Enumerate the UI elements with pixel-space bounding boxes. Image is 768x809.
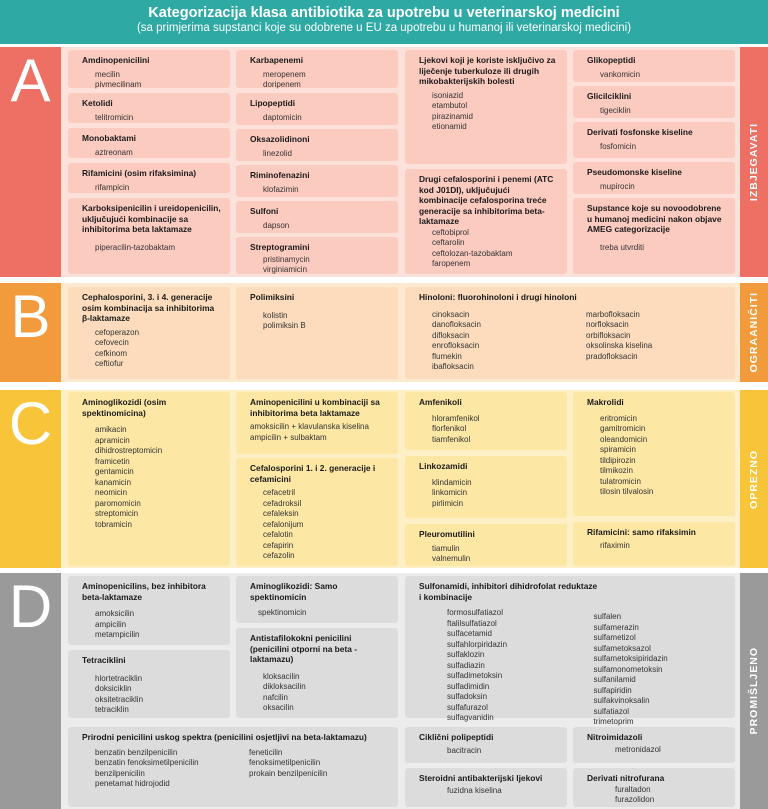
substance-name: oksitetraciklin <box>95 694 144 704</box>
class-heading: Supstance koje su novoodobrene u humanoj medicini nakon objave AMEG categorizacije <box>587 203 722 234</box>
substance-name: dikloksacilin <box>263 682 306 691</box>
substance-name: doripenem <box>263 80 301 89</box>
substance-name: oleandomicin <box>600 434 648 444</box>
substance-name: aztreonam <box>95 147 133 157</box>
class-heading: Cephalosporini, 3. i 4. generacije osim kombinacija sa inhibitorima β-laktamaze <box>82 292 215 323</box>
substance-name: klofazimin <box>263 184 299 194</box>
class-heading: Ljekovi koji je koriste isključivo za liječenje tuberkuloze ili drugih mikobakterijskih bolesti <box>419 55 556 86</box>
substance-name: furazolidon <box>615 795 655 804</box>
class-items <box>236 748 390 790</box>
substance-name: sulfacetamid <box>447 629 492 638</box>
class-heading: Riminofenazini <box>250 170 310 180</box>
substance-name: pivmecilinam <box>95 80 142 89</box>
class-box <box>236 237 398 274</box>
substance-name: nafcilin <box>263 692 288 702</box>
category-d-band <box>0 573 768 809</box>
class-items <box>250 255 390 276</box>
class-items <box>82 674 222 716</box>
substance-name: oksolinska kiselina <box>586 341 653 350</box>
substance-name: isoniazid <box>432 90 464 100</box>
substance-name: ftalilsulfatiazol <box>447 618 497 628</box>
class-heading: Derivati fosfonske kiseline <box>587 127 693 137</box>
substance-name: florfenikol <box>432 424 467 433</box>
class-items <box>82 148 222 159</box>
class-box <box>405 768 567 807</box>
class-box <box>68 128 230 158</box>
substance-name: cefacetril <box>263 488 296 497</box>
substance-name: penetamat hidrojodid <box>95 779 170 788</box>
class-box <box>236 392 398 454</box>
class-heading: Amdinopenicilini <box>82 55 150 65</box>
class-items <box>419 310 573 373</box>
class-items <box>419 746 559 757</box>
class-heading: Linkozamidi <box>419 461 468 471</box>
category-a-band <box>0 47 768 277</box>
class-items <box>82 183 222 194</box>
class-items <box>587 785 727 806</box>
substance-name: mecilin <box>95 69 120 79</box>
substance-name: polimiksin B <box>263 321 306 330</box>
class-heading: Aminoglikozidi (osim spektinomicina) <box>82 397 167 418</box>
substance-name: cefalonijum <box>263 519 304 529</box>
class-box <box>405 392 567 450</box>
substance-name: cefovecin <box>95 338 129 347</box>
substance-name: framicetin <box>95 456 130 466</box>
substance-name: ampicilin <box>95 619 127 629</box>
substance-name: dapson <box>263 220 290 230</box>
substance-name: ceftolozan-tazobaktam <box>432 248 513 258</box>
class-heading: Glikopeptidi <box>587 55 636 65</box>
page-title: Kategorizacija klasa antibiotika za upotrebu u veterinarskoj medicini <box>148 5 620 21</box>
substance-name: pirlimicin <box>432 498 464 508</box>
class-items <box>587 541 727 552</box>
substance-name: cefalotin <box>263 530 293 539</box>
substance-name: eritromicin <box>600 413 637 423</box>
class-items <box>419 228 559 270</box>
class-box <box>573 198 735 274</box>
substance-name: flumekin <box>432 351 462 361</box>
substance-name: fenoksimetilpenicilin <box>249 758 321 767</box>
class-items <box>581 612 728 728</box>
substance-name: virginiamicin <box>263 265 308 274</box>
substance-name: tildipirozin <box>600 455 636 465</box>
substance-name: apramicin <box>95 435 130 445</box>
substance-name: sulfadiazin <box>447 660 485 670</box>
class-heading: Karbapenemi <box>250 55 304 65</box>
class-box <box>236 129 398 161</box>
substance-name: ceftiofur <box>95 359 124 368</box>
substance-name: treba utvrditi <box>600 242 645 252</box>
class-heading: Polimiksini <box>250 292 295 302</box>
substance-name: tulatromicin <box>600 476 641 486</box>
category-letter-b: B <box>0 283 61 382</box>
substance-name: sulfalen <box>593 612 622 621</box>
class-box <box>68 50 230 88</box>
page-subtitle: (sa primjerima supstanci koje su odobrene u EU za upotrebu u humanoj ili veterinarskoj medicini) <box>136 22 632 34</box>
substance-name: daptomicin <box>263 112 302 122</box>
substance-name: sulfamerazin <box>593 622 639 632</box>
class-box <box>68 93 230 123</box>
substance-name: linkomicin <box>432 488 468 497</box>
class-box <box>236 458 398 566</box>
category-letter-c: C <box>0 390 61 568</box>
substance-name: ceftarolin <box>432 238 465 247</box>
class-box <box>68 287 230 379</box>
substance-name: orbifloksacin <box>586 330 631 340</box>
substance-name: cefoperazon <box>95 327 140 337</box>
substance-name: tilosin tilvalosin <box>600 487 654 496</box>
class-box <box>573 86 735 118</box>
class-items <box>587 182 727 193</box>
substance-name: sulfadimidin <box>447 681 490 691</box>
class-items <box>250 70 390 91</box>
substance-name: bacitracin <box>447 745 482 755</box>
class-box <box>405 287 735 379</box>
substance-name: kanamicin <box>95 477 132 487</box>
substance-name: furaltadon <box>615 784 651 794</box>
class-heading: Sulfoni <box>250 206 279 216</box>
class-box <box>405 524 567 566</box>
substance-name: tobramicin <box>95 519 132 529</box>
class-heading: Rifamicini: samo rifaksimin <box>587 527 696 537</box>
substance-name: sulfametizol <box>593 633 636 642</box>
class-box <box>573 122 735 158</box>
class-items <box>587 70 727 81</box>
substance-name: sulfametoksipiridazin <box>593 654 668 663</box>
substance-name: dihidrostreptomicin <box>95 446 163 455</box>
category-letter-d: D <box>0 573 61 809</box>
class-heading: Amfenikoli <box>419 397 462 407</box>
class-box <box>573 50 735 82</box>
class-items <box>82 328 222 370</box>
substance-name: pradofloksacin <box>586 351 638 361</box>
class-box <box>405 576 735 726</box>
class-box <box>236 93 398 125</box>
substance-name: benzilpenicilin <box>95 768 145 778</box>
substance-name: sulfatiazol <box>593 706 630 716</box>
class-heading: Ketolidi <box>82 98 113 108</box>
class-items <box>250 149 390 160</box>
class-heading: Hinoloni: fluorohinoloni i drugi hinoloni <box>419 292 577 302</box>
class-box <box>573 727 735 763</box>
class-items <box>82 748 236 790</box>
substance-name: fosfomicin <box>600 141 637 151</box>
class-heading: Prirodni penicilini uskog spektra (penicilini osjetljivi na beta-laktamazu) <box>82 732 367 742</box>
category-letter-a: A <box>0 47 61 277</box>
substance-name: sulfagvanidin <box>447 713 494 722</box>
substance-name: meropenem <box>263 69 306 79</box>
substance-name: mupirocin <box>600 181 635 191</box>
class-items <box>419 544 559 565</box>
substance-name: sulfadimetoksin <box>447 671 503 680</box>
class-items <box>587 106 727 117</box>
class-box <box>68 163 230 193</box>
substance-name: paromomicin <box>95 498 141 508</box>
substance-name: prokain benzilpenicilin <box>249 768 328 778</box>
substance-name: enrofloksacin <box>432 341 480 350</box>
class-items <box>419 414 559 446</box>
class-box <box>236 576 398 623</box>
substance-name: streptomicin <box>95 509 139 518</box>
class-heading: Karboksipenicilin i ureidopenicilin, uključujući kombinacije sa inhibitorima beta laktamaze <box>82 203 221 234</box>
substance-name: cefkinom <box>95 348 128 358</box>
substance-name: ampicilin + sulbaktam <box>250 432 327 442</box>
substance-name: sulfaklozin <box>447 650 485 659</box>
substance-name: marbofloksacin <box>586 309 640 319</box>
class-items <box>587 142 727 153</box>
class-items <box>82 609 222 641</box>
class-heading: Glicilciklini <box>587 91 632 101</box>
substance-name: pirazinamid <box>432 111 473 121</box>
class-heading: Nitroimidazoli <box>587 732 643 742</box>
class-items <box>573 310 727 373</box>
class-heading: Pseudomonske kiseline <box>587 167 682 177</box>
class-box <box>405 169 567 274</box>
substance-name: benzatin benzilpenicilin <box>95 747 178 757</box>
substance-name: sulfanilamid <box>593 675 636 684</box>
substance-name: linezolid <box>263 148 292 158</box>
class-heading: Steroidni antibakterijski ljekovi <box>419 773 543 783</box>
class-box <box>405 727 567 763</box>
class-items <box>82 113 222 124</box>
class-heading: Makrolidi <box>587 397 624 407</box>
class-items <box>587 243 727 254</box>
class-box <box>236 165 398 197</box>
class-box <box>405 456 567 518</box>
class-heading: Cefalosporini 1. i 2. generacije i cefamicini <box>250 463 376 484</box>
class-heading: Lipopeptidi <box>250 98 296 108</box>
class-items <box>587 745 727 756</box>
substance-name: feneticilin <box>249 747 283 757</box>
substance-name: tiamulin <box>432 543 460 553</box>
class-heading: Ciklični polipeptidi <box>419 732 494 742</box>
category-d-side-label: PROMIŠLJENO <box>740 573 768 809</box>
class-items <box>250 113 390 124</box>
class-box <box>573 392 735 516</box>
substance-name: metronidazol <box>615 744 661 754</box>
category-b-band <box>0 283 768 382</box>
class-items <box>250 311 390 332</box>
class-heading: Antistafilokokni penicilini (penicilini otporni na beta - laktamazu) <box>250 633 358 664</box>
substance-name: kolistin <box>263 310 288 320</box>
class-box <box>68 198 230 274</box>
class-heading: Derivati nitrofurana <box>587 773 665 783</box>
substance-name: trimetoprim <box>593 717 634 726</box>
class-items <box>82 243 222 254</box>
class-items <box>250 608 390 619</box>
class-heading: Monobaktami <box>82 133 136 143</box>
class-box <box>68 727 398 807</box>
substance-name: faropenem <box>432 259 471 268</box>
class-box <box>236 628 398 718</box>
substance-name: piperacilin-tazobaktam <box>95 242 176 252</box>
class-box <box>405 50 567 164</box>
class-heading: Rifamicini (osim rifaksimina) <box>82 168 197 178</box>
substance-name: ibafloksacin <box>432 362 474 371</box>
class-box <box>68 650 230 718</box>
substance-name: spektinomicin <box>258 608 307 617</box>
class-items <box>250 488 390 562</box>
class-items <box>419 786 559 797</box>
substance-name: pristinamycin <box>263 254 310 264</box>
substance-name: benzatin fenoksimetilpenicilin <box>95 758 199 767</box>
class-heading: Aminopenicilini u kombinaciji sa inhibitorima beta laktamaze <box>250 397 380 418</box>
substance-name: rifaximin <box>600 540 630 550</box>
class-items <box>250 422 390 443</box>
substance-name: cefapirin <box>263 540 294 550</box>
class-heading: Pleuromutilini <box>419 529 475 539</box>
substance-name: cefadroksil <box>263 498 302 508</box>
substance-name: sulfahlorpiridazin <box>447 639 508 649</box>
substance-name: tetraciklin <box>95 705 129 714</box>
substance-name: kloksacilin <box>263 671 300 681</box>
class-items <box>419 608 581 728</box>
substance-name: fuzidna kiselina <box>447 785 502 795</box>
class-box <box>573 768 735 807</box>
class-box <box>573 162 735 194</box>
class-items <box>419 478 559 510</box>
substance-name: sulfamonometoksin <box>593 664 663 674</box>
substance-name: sulfadoksin <box>447 692 488 701</box>
class-heading: Streptogramini <box>250 242 310 252</box>
class-heading: Aminopenicilins, bez inhibitora beta-laktamaze <box>82 581 206 602</box>
class-items <box>82 425 222 530</box>
substance-name: telitromicin <box>95 112 134 122</box>
class-items <box>250 185 390 196</box>
class-heading: Oksazolidinoni <box>250 134 310 144</box>
substance-name: hlortetraciklin <box>95 673 143 683</box>
class-items <box>250 672 390 714</box>
substance-name: etionamid <box>432 122 467 131</box>
substance-name: rifampicin <box>95 182 130 192</box>
class-items <box>82 70 222 91</box>
substance-name: neomicin <box>95 488 128 497</box>
substance-name: amoksicilin <box>95 609 135 618</box>
substance-name: amikacin <box>95 425 127 434</box>
substance-name: sulfametoksazol <box>593 643 651 653</box>
substance-name: cefaleksin <box>263 509 299 518</box>
substance-name: gamitromicin <box>600 424 646 433</box>
substance-name: klindamicin <box>432 477 472 487</box>
substance-name: cefazolin <box>263 551 295 560</box>
substance-name: cinoksacin <box>432 309 470 319</box>
substance-name: gentamicin <box>95 467 134 476</box>
class-box <box>68 576 230 645</box>
substance-name: sulfafurazol <box>447 702 488 712</box>
class-heading: Drugi cefalosporini i penemi (ATC kod J01DI), uključujući kombinacije cefalosporina treće generacije sa inhibitorima beta- laktamaze <box>419 174 554 226</box>
substance-name: sulfapiridin <box>593 685 632 695</box>
class-box <box>236 201 398 233</box>
substance-name: oksacilin <box>263 703 294 712</box>
class-box <box>68 392 230 566</box>
substance-name: difloksacin <box>432 330 470 340</box>
class-items <box>250 221 390 232</box>
class-heading: Sulfonamidi, inhibitori dihidrofolat reduktaze i kombinacije <box>419 581 598 602</box>
category-c-side-label: OPREZNO <box>740 390 768 568</box>
substance-name: etambutol <box>432 101 468 110</box>
substance-name: ceftobiprol <box>432 227 469 237</box>
class-box <box>573 522 735 566</box>
substance-name: spiramicin <box>600 445 637 454</box>
substance-name: tiamfenikol <box>432 434 471 444</box>
class-heading: Aminoglikozidi: Samo spektinomicin <box>250 581 338 602</box>
category-a-side-label: IZBJEGAVATI <box>740 47 768 277</box>
substance-name: metampicilin <box>95 630 140 639</box>
class-box <box>236 287 398 379</box>
category-c-band <box>0 390 768 568</box>
substance-name: danofloksacin <box>432 320 481 329</box>
substance-name: doksiciklin <box>95 684 132 693</box>
substance-name: tigeciklin <box>600 105 631 115</box>
category-b-side-label: OGRAANIČITI <box>740 283 768 382</box>
class-box <box>236 50 398 88</box>
page-header <box>0 0 768 44</box>
substance-name: vankomicin <box>600 69 641 79</box>
substance-name: norfloksacin <box>586 320 629 329</box>
class-items <box>587 414 727 498</box>
substance-name: amoksicilin + klavulanska kiselina <box>250 422 369 431</box>
class-heading: Tetraciklini <box>82 655 126 665</box>
substance-name: sulfakvinoksalin <box>593 696 650 705</box>
substance-name: tilmikozin <box>600 466 633 475</box>
class-items <box>419 91 559 133</box>
substance-name: valnemulin <box>432 554 471 563</box>
substance-name: hloramfenikol <box>432 413 480 423</box>
substance-name: formosulfatiazol <box>447 608 504 617</box>
